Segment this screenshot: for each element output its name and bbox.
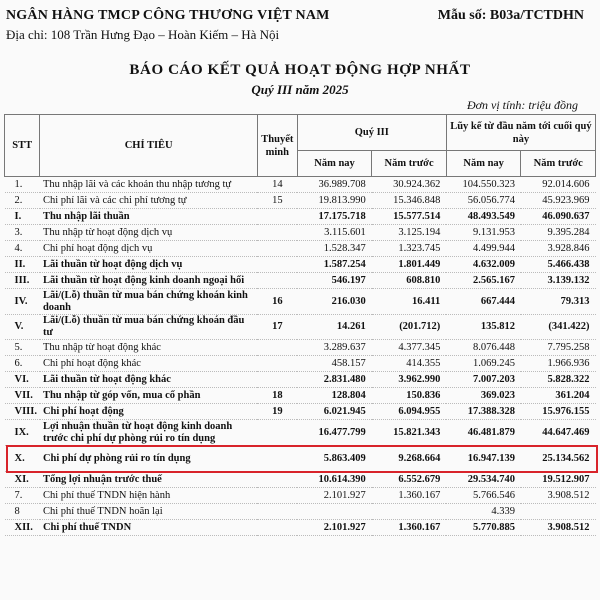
cell-q-last: 150.836 (372, 388, 447, 404)
cell-q-this: 10.614.390 (297, 472, 372, 488)
cell-q-last: 6.552.679 (372, 472, 447, 488)
cell-name: Chi phí thuế TNDN hoãn lại (40, 504, 257, 520)
cell-y-this: 48.493.549 (446, 209, 521, 225)
cell-y-this: 5.770.885 (446, 520, 521, 536)
cell-note (257, 241, 297, 257)
cell-q-this (297, 504, 372, 520)
cell-stt: 7. (5, 488, 40, 504)
cell-y-this: 16.947.139 (446, 446, 521, 472)
cell-stt: VI. (5, 372, 40, 388)
cell-note: 19 (257, 404, 297, 420)
table-row (5, 193, 596, 209)
cell-note (257, 257, 297, 273)
cell-q-this: 6.021.945 (297, 404, 372, 420)
highlight-box (6, 445, 598, 473)
cell-note (257, 472, 297, 488)
cell-y-this: 369.023 (446, 388, 521, 404)
cell-q-this: 19.813.990 (297, 193, 372, 209)
cell-y-last: 3.908.512 (521, 520, 596, 536)
cell-name: Thu nhập từ hoạt động khác (40, 340, 257, 356)
cell-y-last: 79.313 (521, 289, 596, 315)
cell-y-this: 135.812 (446, 315, 521, 340)
cell-note (257, 488, 297, 504)
cell-note: 15 (257, 193, 297, 209)
cell-q-this: 16.477.799 (297, 420, 372, 446)
cell-name: Chi phí hoạt động (40, 404, 257, 420)
cell-y-last: 92.014.606 (521, 177, 596, 193)
cell-stt: VIII. (5, 404, 40, 420)
table-row (5, 315, 596, 340)
cell-stt: II. (5, 257, 40, 273)
cell-y-this: 56.056.774 (446, 193, 521, 209)
cell-stt: 8 (5, 504, 40, 520)
cell-note: 18 (257, 388, 297, 404)
cell-q-this: 2.101.927 (297, 488, 372, 504)
cell-q-this: 2.101.927 (297, 520, 372, 536)
cell-name: Chi phí hoạt động khác (40, 356, 257, 372)
cell-stt: IV. (5, 289, 40, 315)
cell-stt: V. (5, 315, 40, 340)
cell-y-this: 7.007.203 (446, 372, 521, 388)
table-row (5, 177, 596, 193)
cell-stt: 3. (5, 225, 40, 241)
cell-name: Chi phí thuế TNDN hiện hành (40, 488, 257, 504)
cell-y-last: (341.422) (521, 315, 596, 340)
cell-note (257, 273, 297, 289)
cell-y-last: 25.134.562 (521, 446, 596, 472)
cell-name: Lãi/(Lỗ) thuần từ mua bán chứng khoán đầu tư (40, 315, 257, 340)
cell-q-last: 9.268.664 (372, 446, 447, 472)
cell-note: 14 (257, 177, 297, 193)
cell-name: Lãi thuần từ hoạt động dịch vụ (40, 257, 257, 273)
header-ytd-last-year: Năm trước (521, 151, 596, 177)
cell-name: Thu nhập từ hoạt động dịch vụ (40, 225, 257, 241)
cell-stt: III. (5, 273, 40, 289)
cell-q-last: 1.801.449 (372, 257, 447, 273)
cell-y-this: 104.550.323 (446, 177, 521, 193)
cell-q-this: 5.863.409 (297, 446, 372, 472)
cell-q-last: 1.323.745 (372, 241, 447, 257)
table-row (5, 356, 596, 372)
cell-stt: 4. (5, 241, 40, 257)
cell-note (257, 504, 297, 520)
cell-q-last: 3.125.194 (372, 225, 447, 241)
cell-stt: I. (5, 209, 40, 225)
cell-y-this: 46.481.879 (446, 420, 521, 446)
cell-note (257, 520, 297, 536)
cell-y-this: 9.131.953 (446, 225, 521, 241)
cell-note (257, 225, 297, 241)
cell-name: Lãi thuần từ hoạt động kinh doanh ngoại hối (40, 273, 257, 289)
cell-y-this: 29.534.740 (446, 472, 521, 488)
table-row (5, 404, 596, 420)
cell-q-this: 1.587.254 (297, 257, 372, 273)
table-row (5, 340, 596, 356)
cell-q-this: 2.831.480 (297, 372, 372, 388)
table-row (5, 225, 596, 241)
cell-q-last: 1.360.167 (372, 488, 447, 504)
currency-unit: Đơn vị tính: triệu đồng (466, 98, 578, 112)
header-ytd: Lũy kế từ đầu năm tới cuối quý này (446, 115, 595, 151)
cell-y-this: 17.388.328 (446, 404, 521, 420)
cell-q-last: 15.821.343 (372, 420, 447, 446)
cell-y-last: 5.828.322 (521, 372, 596, 388)
cell-y-last: 9.395.284 (521, 225, 596, 241)
cell-y-last: 3.908.512 (521, 488, 596, 504)
cell-q-last: 4.377.345 (372, 340, 447, 356)
cell-y-this: 4.499.944 (446, 241, 521, 257)
header-quarter: Quý III (297, 115, 446, 151)
cell-q-this: 546.197 (297, 273, 372, 289)
cell-q-this: 3.115.601 (297, 225, 372, 241)
cell-name: Lãi/(Lỗ) thuần từ mua bán chứng khoán kinh doanh (40, 289, 257, 315)
table-row (5, 273, 596, 289)
cell-q-this: 3.289.637 (297, 340, 372, 356)
bank-address: Địa chỉ: 108 Trần Hưng Đạo – Hoàn Kiếm – Hà Nội (6, 27, 280, 42)
cell-y-this: 4.632.009 (446, 257, 521, 273)
cell-stt: IX. (5, 420, 40, 446)
cell-q-last: 3.962.990 (372, 372, 447, 388)
cell-stt: 5. (5, 340, 40, 356)
table-row (5, 372, 596, 388)
cell-stt: X. (5, 446, 40, 472)
cell-q-last: 16.411 (372, 289, 447, 315)
table-row (5, 241, 596, 257)
cell-stt: VII. (5, 388, 40, 404)
cell-y-last: 5.466.438 (521, 257, 596, 273)
table-row (5, 472, 596, 488)
cell-q-last: 1.360.167 (372, 520, 447, 536)
cell-name: Lãi thuần từ hoạt động khác (40, 372, 257, 388)
cell-stt: XI. (5, 472, 40, 488)
header-stt: STT (5, 115, 40, 177)
table-row (5, 289, 596, 315)
cell-name: Thu nhập lãi thuần (40, 209, 257, 225)
cell-name: Thu nhập từ góp vốn, mua cổ phần (40, 388, 257, 404)
cell-q-this: 458.157 (297, 356, 372, 372)
bank-name: NGÂN HÀNG TMCP CÔNG THƯƠNG VIỆT NAM (6, 8, 330, 23)
cell-q-last: 608.810 (372, 273, 447, 289)
table-row (5, 388, 596, 404)
cell-q-last: 15.577.514 (372, 209, 447, 225)
cell-y-last: 1.966.936 (521, 356, 596, 372)
cell-y-last: 19.512.907 (521, 472, 596, 488)
cell-y-last: 46.090.637 (521, 209, 596, 225)
cell-name: Lợi nhuận thuần từ hoạt động kinh doanh trước chi phí dự phòng rủi ro tín dụng (40, 420, 257, 446)
cell-y-this: 5.766.546 (446, 488, 521, 504)
table-row (5, 488, 596, 504)
cell-name: Chi phí lãi và các chi phí tương tự (40, 193, 257, 209)
cell-note (257, 372, 297, 388)
form-code: Mẫu số: B03a/TCTDHN (437, 8, 584, 23)
cell-y-this: 1.069.245 (446, 356, 521, 372)
cell-note (257, 420, 297, 446)
cell-name: Chi phí thuế TNDN (40, 520, 257, 536)
table-row (5, 257, 596, 273)
cell-note (257, 356, 297, 372)
table-row (5, 420, 596, 446)
cell-q-last: 30.924.362 (372, 177, 447, 193)
cell-note: 16 (257, 289, 297, 315)
cell-q-last: (201.712) (372, 315, 447, 340)
cell-q-last: 414.355 (372, 356, 447, 372)
cell-q-this: 1.528.347 (297, 241, 372, 257)
header-ytd-this-year: Năm nay (446, 151, 521, 177)
cell-name: Thu nhập lãi và các khoản thu nhập tương tự (40, 177, 257, 193)
cell-note (257, 209, 297, 225)
cell-q-last: 15.346.848 (372, 193, 447, 209)
cell-q-this: 17.175.718 (297, 209, 372, 225)
header-quarter-last-year: Năm trước (372, 151, 447, 177)
table-body (5, 177, 596, 536)
cell-y-this: 8.076.448 (446, 340, 521, 356)
table-row (5, 520, 596, 536)
cell-y-last: 3.139.132 (521, 273, 596, 289)
header-quarter-this-year: Năm nay (297, 151, 372, 177)
cell-y-last: 44.647.469 (521, 420, 596, 446)
table-row (5, 504, 596, 520)
report-title: BÁO CÁO KẾT QUẢ HOẠT ĐỘNG HỢP NHẤT (129, 62, 471, 78)
cell-note (257, 340, 297, 356)
cell-y-last: 7.795.258 (521, 340, 596, 356)
cell-y-this: 2.565.167 (446, 273, 521, 289)
cell-y-this: 4.339 (446, 504, 521, 520)
cell-q-last (372, 504, 447, 520)
cell-stt: 6. (5, 356, 40, 372)
cell-name: Chi phí hoạt động dịch vụ (40, 241, 257, 257)
cell-q-this: 36.989.708 (297, 177, 372, 193)
cell-q-this: 216.030 (297, 289, 372, 315)
cell-name: Chi phí dự phòng rủi ro tín dụng (40, 446, 257, 472)
cell-y-this: 667.444 (446, 289, 521, 315)
cell-y-last: 15.976.155 (521, 404, 596, 420)
cell-y-last (521, 504, 596, 520)
income-statement-table (4, 114, 596, 536)
header-item: CHỈ TIÊU (40, 115, 257, 177)
report-period: Quý III năm 2025 (251, 82, 349, 97)
cell-stt: 2. (5, 193, 40, 209)
cell-y-last: 45.923.969 (521, 193, 596, 209)
cell-q-this: 14.261 (297, 315, 372, 340)
cell-stt: XII. (5, 520, 40, 536)
cell-q-last: 6.094.955 (372, 404, 447, 420)
cell-note: 17 (257, 315, 297, 340)
header-note: Thuyết minh (257, 115, 297, 177)
cell-name: Tổng lợi nhuận trước thuế (40, 472, 257, 488)
cell-q-this: 128.804 (297, 388, 372, 404)
cell-y-last: 361.204 (521, 388, 596, 404)
cell-stt: 1. (5, 177, 40, 193)
cell-y-last: 3.928.846 (521, 241, 596, 257)
table-row (5, 209, 596, 225)
